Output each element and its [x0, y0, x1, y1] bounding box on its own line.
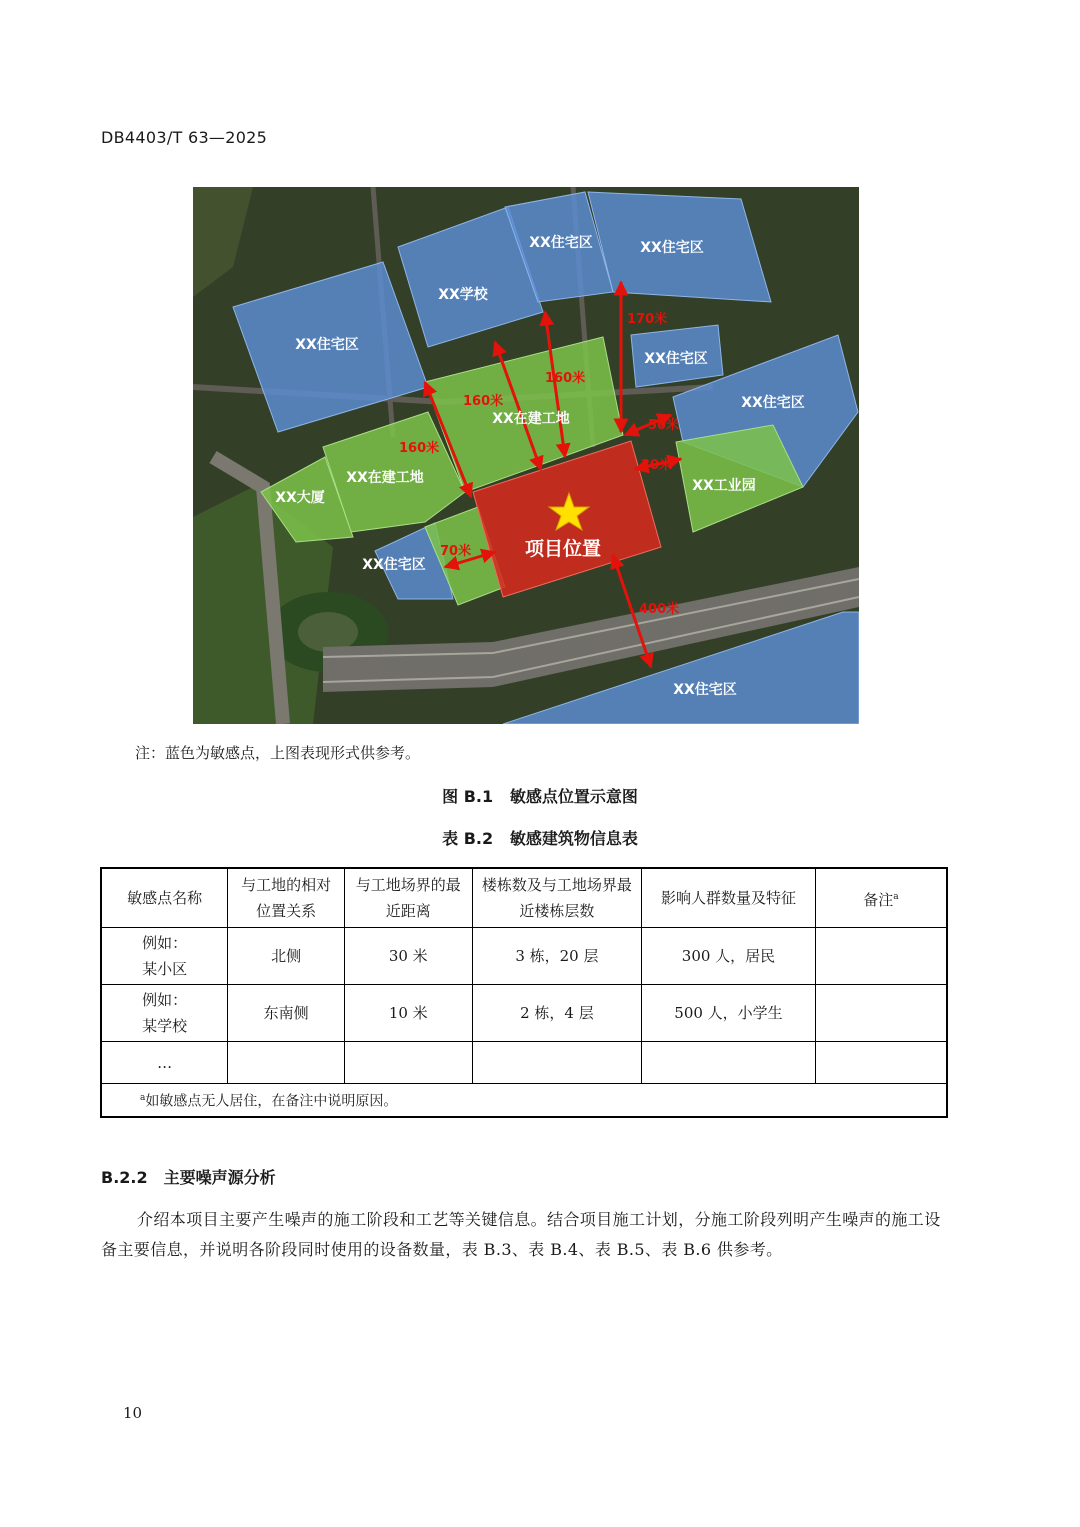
document-code: DB4403/T 63—2025 [101, 128, 268, 147]
table-cell: 例如： 某学校 [101, 985, 228, 1042]
distance-label: 400米 [639, 602, 680, 617]
table-header-row [101, 868, 947, 928]
column-header: 楼栋数及与工地场界最 近楼栋层数 [472, 868, 642, 928]
residential-label: XX住宅区 [640, 240, 704, 256]
table-cell: 北侧 [228, 928, 345, 985]
table-cell: 3 栋，20 层 [472, 928, 642, 985]
table-cell [344, 1042, 472, 1084]
residential-label: XX住宅区 [529, 235, 593, 251]
figure-note: 注：蓝色为敏感点，上图表现形式供参考。 [135, 744, 421, 762]
table-cell: 30 米 [344, 928, 472, 985]
residential-label: XX住宅区 [362, 557, 426, 573]
industrial-park-label: XX工业园 [692, 478, 756, 494]
table-cell [815, 1042, 947, 1084]
section-paragraph: 介绍本项目主要产生噪声的施工阶段和工艺等关键信息。结合项目施工计划，分施工阶段列明产生噪声的施工设备主要信息，并说明各阶段同时使用的设备数量，表 B.3、表 B.4、表 B.5、表 B.6 供参考。 [101, 1210, 941, 1259]
table-row [101, 985, 947, 1042]
table-number: 表 B.2 [442, 829, 494, 848]
distance-label: 30米 [641, 458, 673, 473]
column-header: 影响人群数量及特征 [642, 868, 816, 928]
page-number: 10 [123, 1404, 143, 1422]
table-caption [0, 826, 1080, 849]
table-footnote: $^a$如敏感点无人居住，在备注中说明原因。 [101, 1084, 947, 1117]
construction-site-label: XX在建工地 [492, 411, 570, 427]
residential-label: XX住宅区 [741, 395, 805, 411]
distance-label: 160米 [463, 394, 504, 409]
footnote-mark: a [893, 891, 899, 902]
section-heading [101, 1165, 276, 1188]
tower-label: XX大厦 [275, 490, 325, 506]
table-cell [815, 985, 947, 1042]
distance-label: 160米 [545, 371, 586, 386]
figure-title: 敏感点位置示意图 [509, 787, 638, 806]
sensitive-buildings-table [100, 867, 948, 1118]
column-header: 敏感点名称 [101, 868, 228, 928]
table-cell: 例如： 某小区 [101, 928, 228, 985]
residential-label: XX住宅区 [644, 351, 708, 367]
distance-label: 50米 [648, 418, 680, 433]
sensitive-points-map [193, 187, 859, 724]
table-row [101, 928, 947, 985]
table-cell: 500 人，小学生 [642, 985, 816, 1042]
section-number: B.2.2 [101, 1168, 148, 1187]
table-cell [228, 1042, 345, 1084]
footnote-mark: a [140, 1093, 146, 1103]
column-header: 与工地的相对 位置关系 [228, 868, 345, 928]
table-footnote-row [101, 1084, 947, 1117]
table-cell: … [101, 1042, 228, 1084]
residential-label: XX住宅区 [673, 682, 737, 698]
school-label: XX学校 [438, 287, 488, 303]
distance-label: 160米 [399, 441, 440, 456]
table-cell: 10 米 [344, 985, 472, 1042]
table-cell: 东南侧 [228, 985, 345, 1042]
table-title: 敏感建筑物信息表 [509, 829, 638, 848]
table-cell [815, 928, 947, 985]
table-row [101, 1042, 947, 1084]
column-header: 备注$^a$ [815, 868, 947, 928]
table-cell [472, 1042, 642, 1084]
table-cell [642, 1042, 816, 1084]
figure-caption [0, 784, 1080, 807]
residential-label: XX住宅区 [295, 337, 359, 353]
distance-label: 170米 [627, 312, 668, 327]
distance-label: 70米 [440, 544, 472, 559]
column-header: 与工地场界的最 近距离 [344, 868, 472, 928]
project-location-label: 项目位置 [524, 538, 602, 560]
section-title: 主要噪声源分析 [163, 1168, 276, 1187]
table-cell: 2 栋，4 层 [472, 985, 642, 1042]
construction-site-label: XX在建工地 [346, 470, 424, 486]
table-cell: 300 人，居民 [642, 928, 816, 985]
figure-number: 图 B.1 [442, 787, 494, 806]
